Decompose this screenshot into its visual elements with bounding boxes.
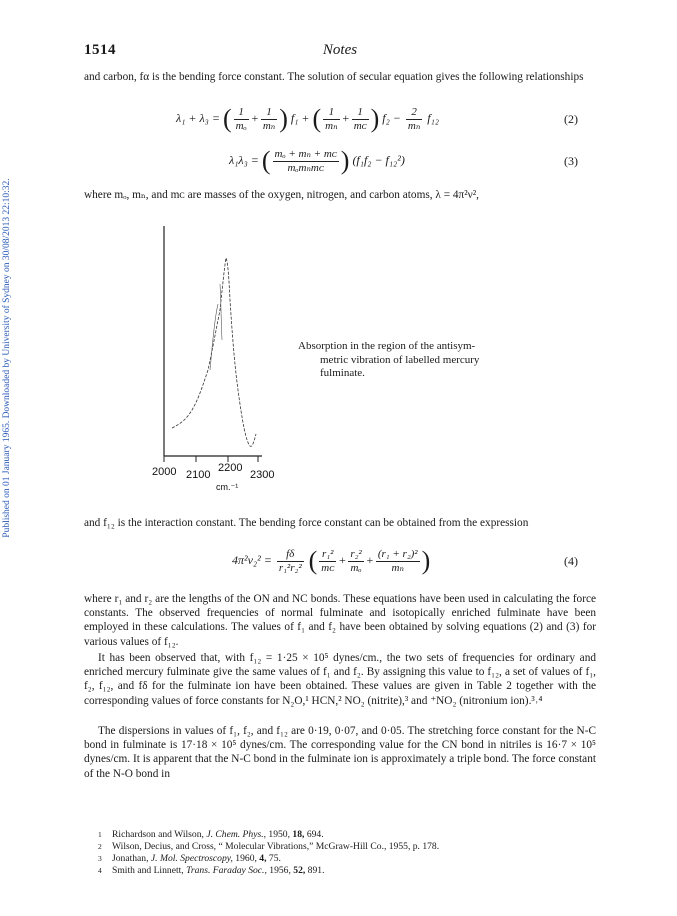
dispersion-paragraph: The dispersions in values of f₁, f₂, and f₁₂ are 0·19, 0·07, and 0·05. The stretching force constant for the N-C bond in fulminate is 17·18 × 10⁵ dynes/cm. The corresponding value for the CN bond in nitriles is 16·7 × 10⁵ dynes/cm. It is apparent that the N-C bond in the fulminate ion is approximately a triple bond. The force constant of the N-O bond in [84,725,596,780]
intro-paragraph: and carbon, fα is the bending force constant. The solution of secular equation gives the following relationships [84,71,584,83]
equation-4-number: (4) [564,554,578,568]
eq2-f12: f₁₂ [427,110,439,125]
masses-paragraph: where mₒ, mₙ, and mᴄ are masses of the oxygen, nitrogen, and carbon atoms, λ = 4π²ν², [84,189,479,201]
publication-watermark: Published on 01 January 1965. Downloaded by University of Sydney on 30/08/2013 22:10:32. [2,178,12,538]
x-unit-label: cm.⁻¹ [216,482,239,492]
tick-label-2300: 2300 [250,469,275,481]
tick-label-2000: 2000 [152,466,177,478]
spectrum-plot [150,220,310,500]
absorption-spectrum-figure [150,220,310,500]
equation-3-number: (3) [564,154,578,168]
equation-3 [84,146,596,176]
footnote-1: 1 Richardson and Wilson, J. Chem. Phys., 1950, 18, 694. [98,829,324,840]
equation-2-number: (2) [564,112,578,126]
eq3-rhs: (f₁f₂ − f₁₂²) [352,152,405,167]
figure-caption-line-2: metric vibration of labelled mercury [320,353,480,366]
eq3-lhs: λ₁λ₃ = [229,152,259,167]
eq2-f1: f₁ + [290,110,310,125]
absorption-trace-secondary [210,284,222,370]
figure-caption [298,340,538,381]
page-number: 1514 [84,42,116,58]
equation-3-formula: λ₁λ₃ = ( $\frac{\text{mₒ + mₙ + mᴄ}}{\text{mₒmₙmᴄ}}$ ) (f₁f₂ − f₁₂²) [229,146,405,175]
eq2-lhs: λ₁ + λ₃ = [176,110,220,125]
footnote-2: 2 Wilson, Decius, and Cross, “ Molecular Vibrations,” McGraw-Hill Co., 1955, p. 178. [98,841,440,852]
eq2-f2: f₂ − [382,110,401,125]
eq4-lhs: 4π²ν₂² = [232,552,272,567]
equation-4-formula: 4π²ν₂² = $\frac{f\delta}{\text{r₁²r₂²}}$ ( $\frac{\text{r₁²}}{\text{mᴄ}}$ + $\frac{\text{r₂²}}{\text{mₒ}}$ + $\frac{\text{(r₁ + r₂)²}}{\text{mₙ}}$ ) [232,546,431,575]
footnote-3: 3 Jonathan, J. Mol. Spectroscopy, 1960, 4, 75. [98,853,281,864]
tick-label-2200: 2200 [218,462,243,474]
footnotes [98,829,598,877]
absorption-trace [172,258,256,446]
tick-label-2100: 2100 [186,469,211,481]
equation-4 [84,546,596,576]
equation-2 [84,104,596,134]
interaction-constant-paragraph: and f₁₂ is the interaction constant. The bending force constant can be obtained from the expression [84,517,529,529]
figure-caption-line-1: Absorption in the region of the antisym- [298,340,476,352]
figure-caption-line-3: fulminate. [320,367,365,379]
observation-paragraph: It has been observed that, with f₁₂ = 1·25 × 10⁵ dynes/cm., the two sets of frequencies for ordinary and enriched mercury fulminate give the same values of f₁ and f₂. By assigning this value to f₁₂, a set of values of f₁, f₂, f₁₂, and fδ for the fulminate ion have been obtained. These values are given in Table 2 together with the corresponding values of force constants for N₂O,¹ HCN,² NO₂ (nitrite),³ and ⁺NO₂ (nitronium ion).³˒⁴ [84,652,596,707]
footnote-4: 4 Smith and Linnett, Trans. Faraday Soc., 1956, 52, 891. [98,865,325,876]
equation-2-formula: λ₁ + λ₃ = ( $\frac{1}{\text{mₒ}}$ + $\frac{1}{\text{mₙ}}$ ) f₁ + ( $\frac{1}{\text{mₙ}}$ + $\frac{1}{\text{mᴄ}}$ ) f₂ − $\frac{2}{\text{mₙ}}$ f₁₂ [176,104,439,133]
running-title: Notes [322,42,358,58]
page-header [84,42,596,62]
bond-length-paragraph: where r₁ and r₂ are the lengths of the ON and NC bonds. These equations have been used in calculating the force constants. The observed frequencies of normal fulminate and isotopically enriched fulminate have been employed in these calculations. The values of f₁ and f₂ have been obtained by solving equations (2) and (3) for various values of f₁₂. [84,593,596,648]
